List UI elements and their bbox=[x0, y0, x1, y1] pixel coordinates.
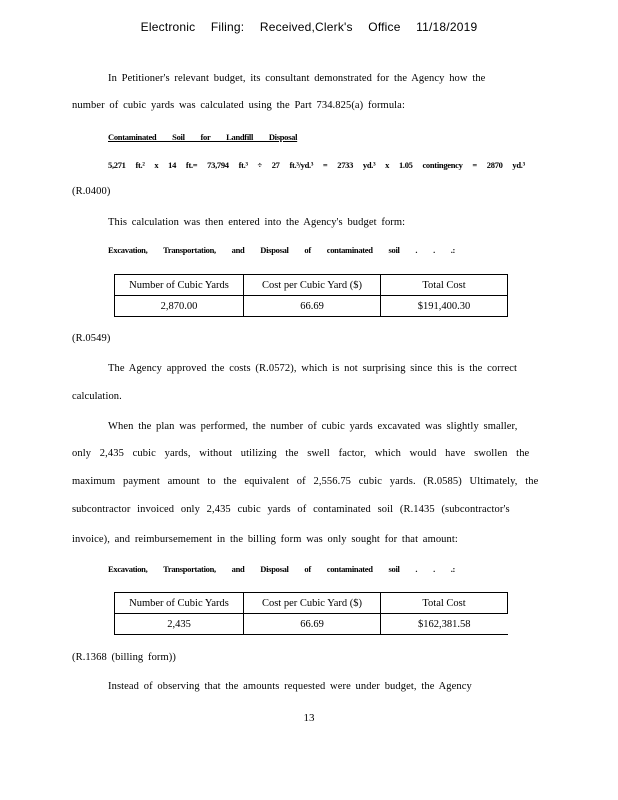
header-office: Office bbox=[368, 20, 401, 34]
table-header-cell: Number of Cubic Yards bbox=[115, 593, 244, 614]
billing-table bbox=[114, 592, 508, 635]
para4-line1: When the plan was performed, the number of cubic yards excavated was slightly smaller, bbox=[108, 421, 518, 432]
para2-line1: This calculation was then entered into the Agency's budget form: bbox=[108, 217, 406, 228]
table-cell: 2,435 bbox=[115, 614, 244, 635]
para4-line3: maximum payment amount to the equivalent of 2,556.75 cubic yards. (R.0585) Ultimately, the bbox=[72, 476, 539, 487]
para1-line2: number of cubic yards was calculated using the Part 734.825(a) formula: bbox=[72, 100, 405, 111]
table-cell: $191,400.30 bbox=[381, 296, 508, 317]
table-header-row bbox=[115, 275, 508, 296]
form-caption-1: Excavation, Transportation, and Disposal of contaminated soil . . .: bbox=[108, 245, 456, 255]
para3-line1: The Agency approved the costs (R.0572), which is not surprising since this is the correct bbox=[108, 363, 517, 374]
para1-line1: In Petitioner's relevant budget, its consultant demonstrated for the Agency how the bbox=[108, 73, 486, 84]
table-header-cell: Number of Cubic Yards bbox=[115, 275, 244, 296]
filing-header bbox=[0, 20, 618, 34]
header-filing: Filing: bbox=[210, 20, 245, 34]
para4-line4: subcontractor invoiced only 2,435 cubic yards of contaminated soil (R.1435 (subcontractor's bbox=[72, 504, 510, 515]
table-cell: 66.69 bbox=[244, 296, 381, 317]
para4-line2: only 2,435 cubic yards, without utilizing the swell factor, which would have swollen the bbox=[72, 448, 530, 459]
page-number: 13 bbox=[303, 712, 315, 724]
table-header-row bbox=[115, 593, 508, 614]
header-received: Received,Clerk's bbox=[259, 20, 353, 34]
table-header-cell: Cost per Cubic Yard ($) bbox=[244, 593, 381, 614]
para5-line1: Instead of observing that the amounts requested were under budget, the Agency bbox=[108, 681, 472, 692]
formula-heading: Contaminated Soil for Landfill Disposal bbox=[108, 132, 298, 142]
formula-line: 5,271 ft.² x 14 ft.= 73,794 ft.³ ÷ 27 ft.³/yd.³ = 2733 yd.³ x 1.05 contingency = 2870 yd.³ bbox=[108, 160, 525, 170]
cite3: (R.1368 (billing form)) bbox=[72, 652, 176, 663]
table-row bbox=[115, 296, 508, 317]
table-cell: 2,870.00 bbox=[115, 296, 244, 317]
para4-line5: invoice), and reimbursemement in the billing form was only sought for that amount: bbox=[72, 534, 458, 545]
formula-cite: (R.0400) bbox=[72, 186, 111, 197]
form-caption-2: Excavation, Transportation, and Disposal of contaminated soil . . .: bbox=[108, 564, 456, 574]
table-cell: 66.69 bbox=[244, 614, 381, 635]
budget-table bbox=[114, 274, 508, 317]
table-row bbox=[115, 614, 508, 635]
cite2: (R.0549) bbox=[72, 333, 111, 344]
table-header-cell: Total Cost bbox=[381, 275, 508, 296]
header-date: 11/18/2019 bbox=[416, 20, 478, 34]
header-label: Electronic bbox=[140, 20, 196, 34]
table-header-cell: Total Cost bbox=[381, 593, 508, 614]
para3-line2: calculation. bbox=[72, 391, 122, 402]
table-header-cell: Cost per Cubic Yard ($) bbox=[244, 275, 381, 296]
table-cell: $162,381.58 bbox=[381, 614, 508, 635]
